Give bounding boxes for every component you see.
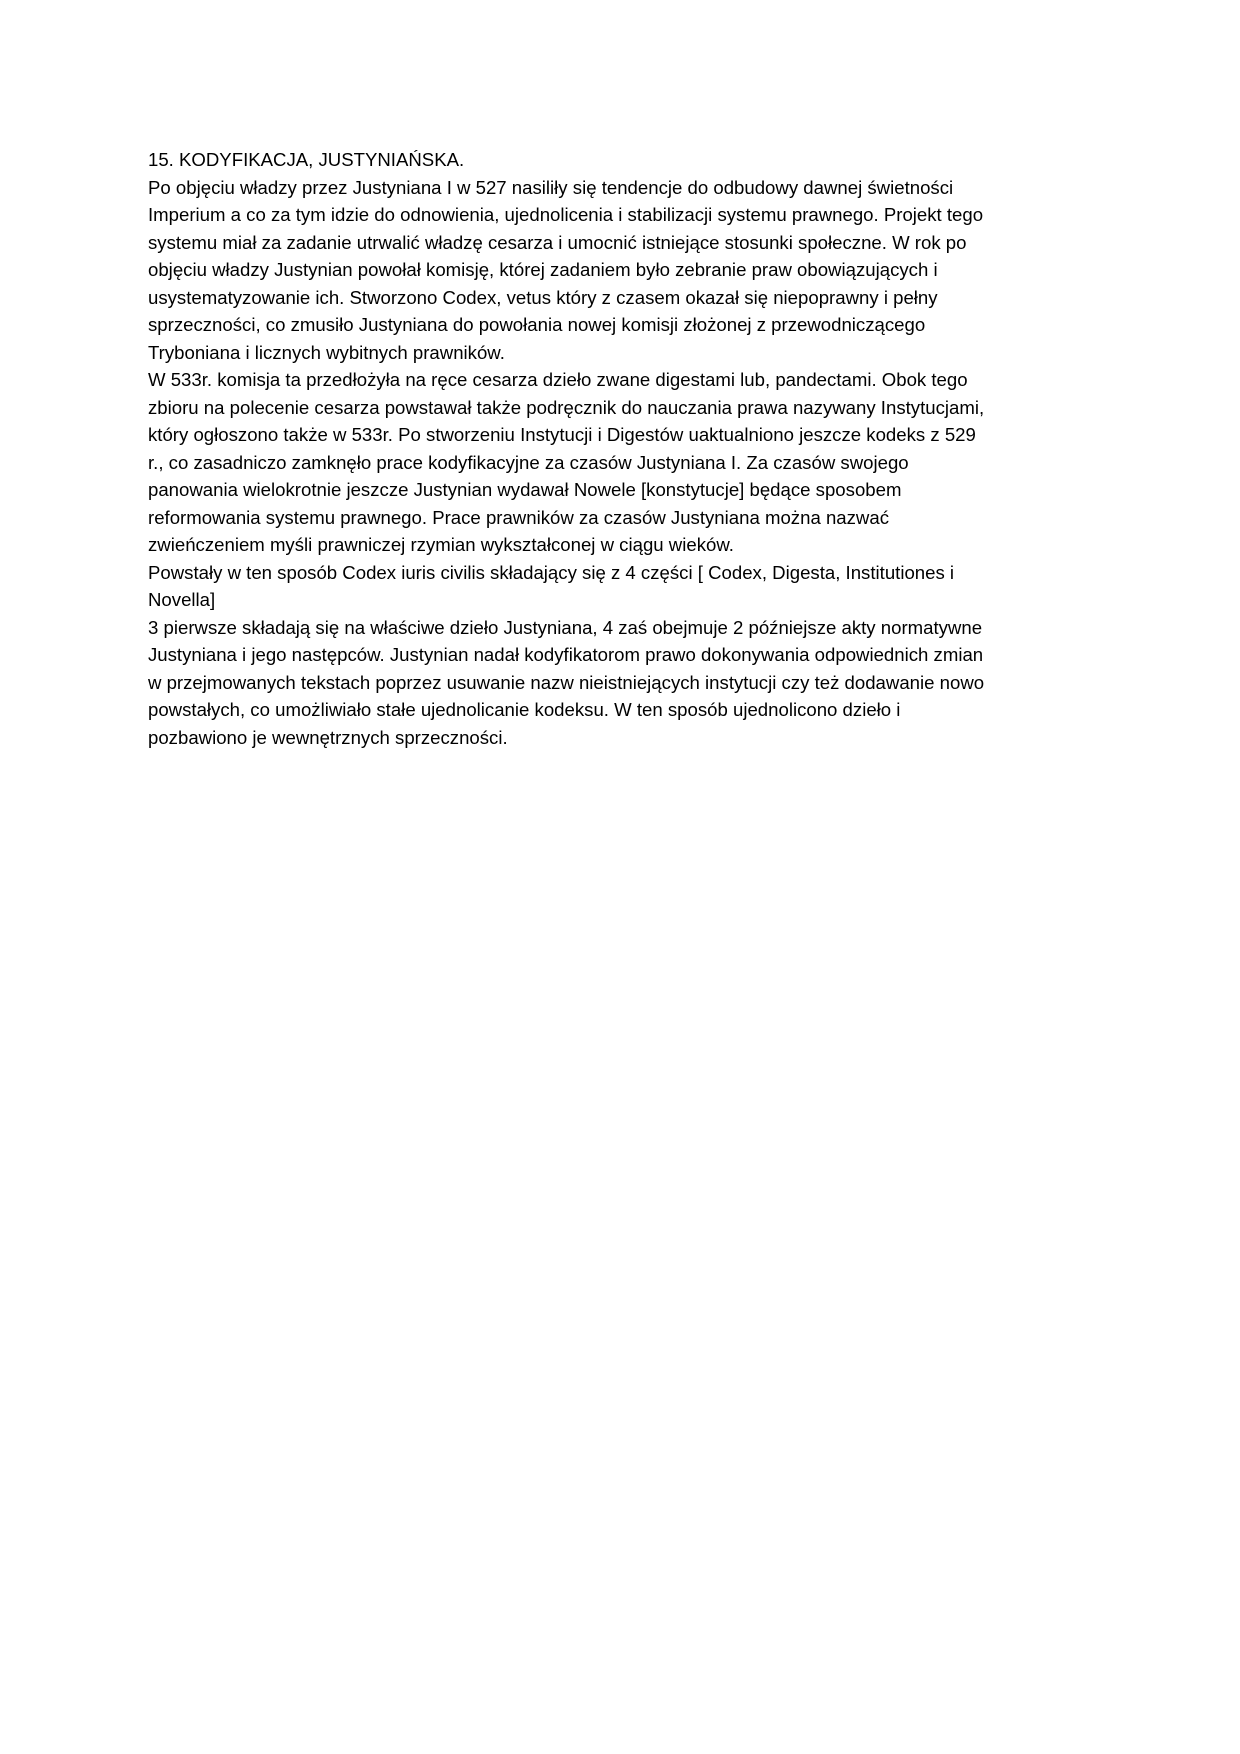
text-line: r., co zasadniczo zamknęło prace kodyfikacyjne za czasów Justyniana I. Za czasów swojego <box>148 451 909 473</box>
text-line: reformowania systemu prawnego. Prace prawników za czasów Justyniana można nazwać <box>148 506 889 528</box>
text-line: pozbawiono je wewnętrznych sprzeczności. <box>148 726 508 748</box>
text-line: objęciu władzy Justynian powołał komisję, której zadaniem było zebranie praw obowiązujących i <box>148 259 938 280</box>
text-line: Po objęciu władzy przez Justyniana I w 527 nasiliły się tendencje do odbudowy dawnej świetności <box>148 176 954 198</box>
paragraph <box>148 559 1108 614</box>
text-line: W 533r. komisja ta przedłożyła na ręce cesarza dzieło zwane digestami lub, pandectami. Obok tego <box>148 369 968 390</box>
text-line: systemu miał za zadanie utrwalić władzę cesarza i umocnić istniejące stosunki społeczne. W rok po <box>148 231 967 253</box>
text-line: zbioru na polecenie cesarza powstawał także podręcznik do nauczania prawa nazywany Instytucjami, <box>148 396 985 418</box>
text-line: Justyniana i jego następców. Justynian nadał kodyfikatorom prawo dokonywania odpowiednich zmian <box>148 644 984 665</box>
text-line: Tryboniana i licznych wybitnych prawników. <box>148 341 505 363</box>
document-page <box>148 146 1108 751</box>
text-line: zwieńczeniem myśli prawniczej rzymian wykształconej w ciągu wieków. <box>148 534 734 555</box>
document-title: 15. KODYFIKACJA, JUSTYNIAŃSKA. <box>148 149 465 170</box>
text-line: który ogłoszono także w 533r. Po stworzeniu Instytucji i Digestów uaktualniono jeszcze kodeks z 529 <box>148 424 976 445</box>
text-line: Novella] <box>148 589 216 610</box>
text-line: 3 pierwsze składają się na właściwe dzieło Justyniana, 4 zaś obejmuje 2 późniejsze akty normatywne <box>148 616 983 638</box>
text-line: powstałych, co umożliwiało stałe ujednolicanie kodeksu. W ten sposób ujednolicono dzieło i <box>148 699 901 720</box>
paragraph <box>148 366 1108 559</box>
text-line: Imperium a co za tym idzie do odnowienia, ujednolicenia i stabilizacji systemu prawnego. Projekt tego <box>148 204 984 225</box>
paragraph <box>148 174 1108 367</box>
text-line: usystematyzowanie ich. Stworzono Codex, vetus który z czasem okazał się niepoprawny i pełny <box>148 286 938 308</box>
text-line: sprzeczności, co zmusiło Justyniana do powołania nowej komisji złożonej z przewodniczącego <box>148 314 926 335</box>
text-line: w przejmowanych tekstach poprzez usuwanie nazw nieistniejących instytucji czy też dodawanie nowo <box>148 671 985 693</box>
text-line: Powstały w ten sposób Codex iuris civilis składający się z 4 części [ Codex, Digesta, Institutiones i <box>148 561 955 583</box>
text-line: panowania wielokrotnie jeszcze Justynian wydawał Nowele [konstytucje] będące sposobem <box>148 479 902 500</box>
document-body <box>148 174 1108 752</box>
paragraph <box>148 614 1108 752</box>
